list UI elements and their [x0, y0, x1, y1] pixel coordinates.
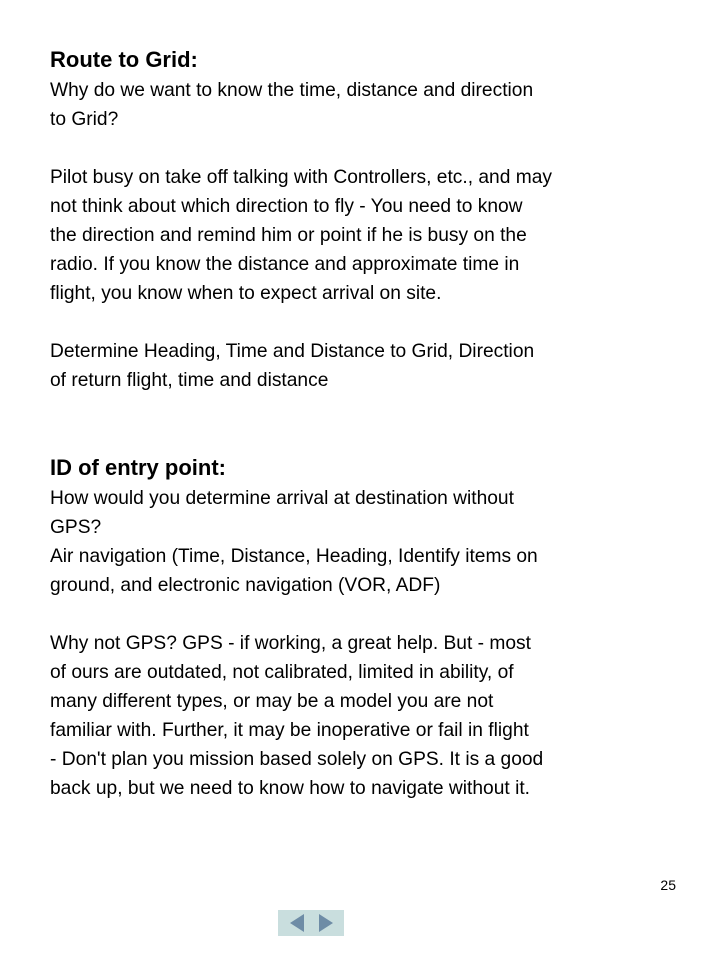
paragraph: Determine Heading, Time and Distance to Grid, Direction of return flight, time and distance [50, 341, 535, 391]
next-button[interactable] [313, 912, 339, 934]
paragraph: Why do we want to know the time, distance and direction to Grid? [50, 80, 534, 130]
paragraph: Pilot busy on take off talking with Controllers, etc., and may not think about which direction to fly - You need to know the direction and remind him or point if he is busy on the radio. If you know the distance and approximate time in flight, you know when to expect arrival on site. [50, 167, 552, 304]
left-triangle-icon [288, 913, 306, 933]
section-heading: ID of entry point: [50, 455, 226, 480]
paragraph: Why not GPS? GPS - if working, a great help. But - most of ours are outdated, not calibrated, limited in ability, of many different types, or may be a model you are not familiar with. Further, it may be inoperative or fail in flight - Don't plan you mission based solely on GPS. It is a good back up, but we need to know how to navigate without it. [50, 633, 544, 799]
right-triangle-icon [317, 913, 335, 933]
previous-button[interactable] [284, 912, 310, 934]
page-number: 25 [660, 877, 676, 893]
section-heading: Route to Grid: [50, 47, 198, 72]
section-route-to-grid [50, 47, 690, 395]
paragraph: How would you determine arrival at destination without GPS? Air navigation (Time, Distance, Heading, Identify items on ground, and electronic navigation (VOR, ADF) [50, 488, 538, 596]
section-id-of-entry-point [50, 455, 690, 803]
slide-navigation [278, 910, 344, 936]
